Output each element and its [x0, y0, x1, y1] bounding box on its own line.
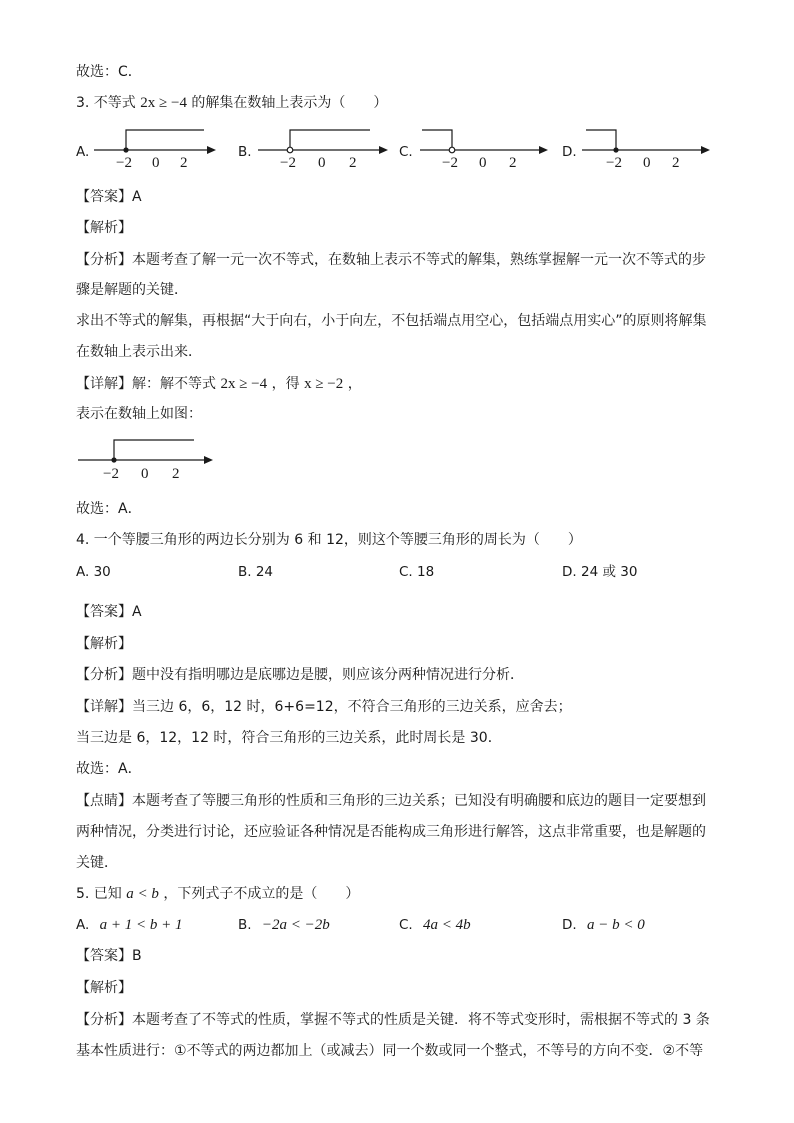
q4-analysis: 【分析】题中没有指明哪边是底哪边是腰，则应该分两种情况进行分析．: [76, 667, 524, 683]
q5-option-b-label: B.: [238, 917, 252, 933]
q5-option-c: [399, 915, 471, 935]
q3-analysis-line2: 骤是解题的关键．: [76, 282, 188, 298]
q3-analysis-line4: 在数轴上表示出来．: [76, 344, 202, 360]
tick-label: 2: [672, 155, 680, 171]
tick-label: 0: [152, 155, 160, 171]
q5-option-a-math: a + 1 < b + 1: [99, 917, 183, 933]
q5-prefix: 5. 已知: [76, 886, 122, 902]
q3-detail-math1: 2x ≥ −4: [220, 376, 268, 392]
q3-prefix: 3. 不等式: [76, 95, 136, 111]
q3-option-c-label: C.: [399, 144, 413, 160]
q4-option-c: C. 18: [399, 564, 435, 580]
number-line-c: [420, 130, 548, 171]
q5-option-c-label: C.: [399, 917, 413, 933]
q3-analysis-line1: 【分析】本题考查了解一元一次不等式，在数轴上表示不等式的解集，熟练掌握解一元一次不等式的步: [76, 252, 706, 268]
number-line-b: [258, 130, 388, 171]
q3-answer: 【答案】A: [76, 189, 142, 205]
q5-option-d-math: a − b < 0: [586, 917, 645, 933]
q4-option-d: D. 24 或 30: [562, 564, 638, 580]
q4-comment-line1: 【点睛】本题考查了等腰三角形的性质和三角形的三边关系；已知没有明确腰和底边的题目一定要想到: [76, 793, 706, 809]
q5-option-d-label: D.: [562, 917, 577, 933]
tick-label: 2: [349, 155, 357, 171]
q3-option-d-label: D.: [562, 144, 577, 160]
tick-label: −2: [116, 155, 132, 171]
q4-analysis-heading: 【解析】: [76, 636, 132, 652]
q3-option-b-label: B.: [238, 144, 252, 160]
q3-option-a-label: A.: [76, 144, 90, 160]
tick-label: 2: [172, 466, 180, 482]
q5-analysis-heading: 【解析】: [76, 980, 132, 996]
q5-condition: a < b: [126, 886, 159, 902]
tick-label: 0: [318, 155, 326, 171]
question-3: [76, 93, 387, 113]
q4-comment-line2: 两种情况，分类进行讨论，还应验证各种情况是否能构成三角形进行解答，这点非常重要，也是解题的: [76, 824, 706, 840]
q4-comment-line3: 关键．: [76, 855, 118, 871]
q4-detail: 【详解】当三边 6，6，12 时，6+6=12，不符合三角形的三边关系，应舍去；: [76, 699, 572, 715]
q5-option-b-math: −2a < −2b: [261, 917, 330, 933]
q3-solution-number-line: [0, 430, 260, 490]
q5-option-a: [76, 915, 182, 935]
q5-analysis-line2: 基本性质进行：①不等式的两边都加上（或减去）同一个数或同一个整式，不等号的方向不变．②不等: [76, 1043, 704, 1059]
q3-show-on-line: 表示在数轴上如图：: [76, 406, 202, 422]
q3-analysis-line3: 求出不等式的解集，再根据“大于向右，小于向左，不包括端点用空心，包括端点用实心”的原则将解集: [76, 313, 707, 329]
q3-detail-post: ，: [347, 376, 362, 392]
tick-label: −2: [280, 155, 296, 171]
q5-option-b: [238, 915, 330, 935]
q5-option-a-label: A.: [76, 917, 90, 933]
tick-label: 0: [141, 466, 149, 482]
question-4: 4. 一个等腰三角形的两边长分别为 6 和 12，则这个等腰三角形的周长为（ ）: [76, 532, 582, 548]
tick-label: 0: [643, 155, 651, 171]
tick-label: 0: [479, 155, 487, 171]
tick-label: −2: [442, 155, 458, 171]
q3-detail-math2: x ≥ −2: [304, 376, 344, 392]
q4-option-a: A. 30: [76, 564, 111, 580]
q3-detail-mid: ，得: [271, 376, 300, 392]
q5-answer: 【答案】B: [76, 948, 142, 964]
q5-suffix: ，下列式子不成立的是（ ）: [163, 886, 360, 902]
q3-detail-pre: 【详解】解：解不等式: [76, 376, 216, 392]
q5-analysis-line1: 【分析】本题考查了不等式的性质，掌握不等式的性质是关键．将不等式变形时，需根据不等式的 3 条: [76, 1012, 710, 1028]
q4-option-b: B. 24: [238, 564, 274, 580]
q5-option-d: [562, 915, 645, 935]
q4-choice: 故选：A．: [76, 761, 142, 777]
question-5: [76, 884, 359, 904]
q3-inequality: 2x ≥ −4: [140, 95, 187, 111]
tick-label: −2: [606, 155, 622, 171]
tick-label: 2: [180, 155, 188, 171]
number-line-d: [582, 130, 710, 171]
number-line-a: [94, 130, 216, 171]
q3-choice: 故选：A．: [76, 501, 142, 517]
q3-detail: [76, 374, 362, 394]
tick-label: −2: [103, 466, 119, 482]
tick-label: 2: [509, 155, 517, 171]
q3-analysis-heading: 【解析】: [76, 220, 132, 236]
q5-option-c-math: 4a < 4b: [423, 917, 471, 933]
answer-choice-line: 故选：C．: [76, 64, 142, 80]
q3-suffix: 的解集在数轴上表示为（ ）: [191, 95, 388, 111]
q3-number-lines: [0, 120, 794, 180]
q4-detail-line2: 当三边是 6，12，12 时，符合三角形的三边关系，此时周长是 30．: [76, 730, 502, 746]
q4-answer: 【答案】A: [76, 604, 142, 620]
